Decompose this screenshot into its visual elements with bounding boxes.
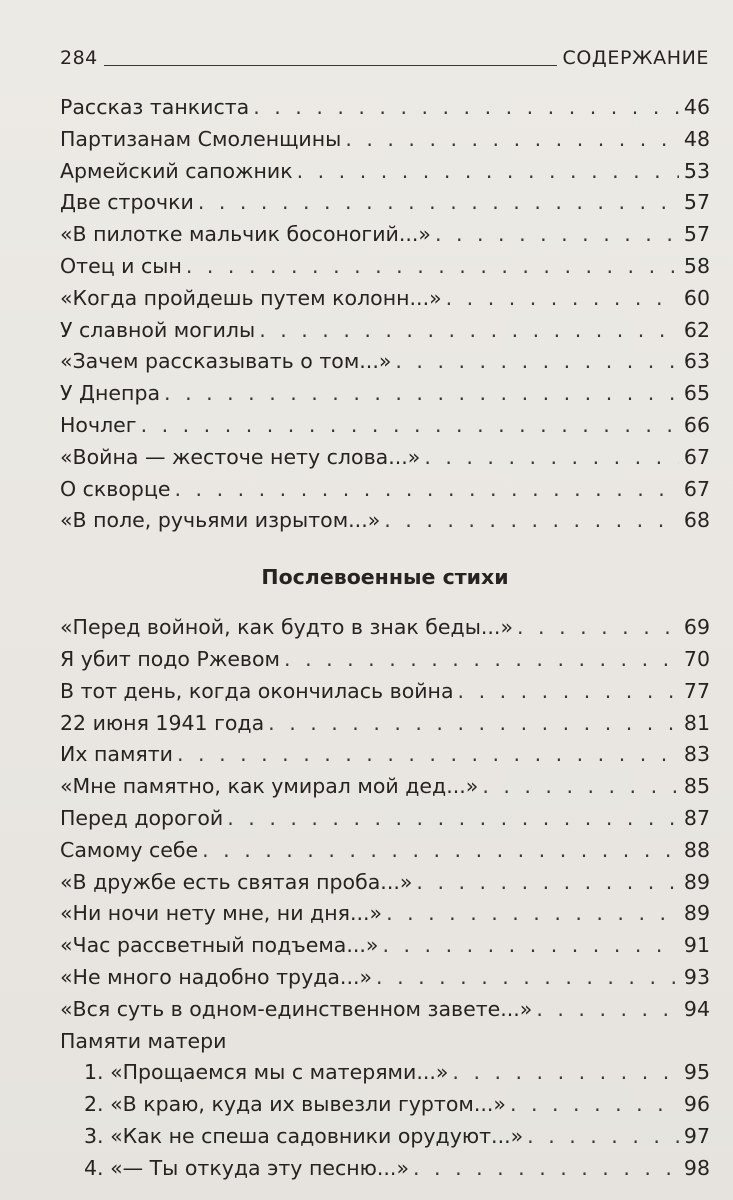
toc-entry [60,930,710,962]
toc-entry-page: 67 [683,476,710,501]
toc-entry [60,612,710,644]
dot-leader [382,930,678,962]
toc-entry-title: «В дружбе есть святая проба...» [60,869,413,894]
dot-leader [527,1121,679,1153]
dot-leader [413,1153,679,1185]
dot-leader [416,867,679,899]
dot-leader [253,92,679,124]
toc-entry-title: «Не много надобно труда...» [60,964,373,989]
dot-leader [345,124,679,156]
toc-entry-title: «В пилотке мальчик босоногий...» [60,222,431,247]
toc-entry [60,867,710,899]
toc-entry-page: 67 [683,444,710,469]
toc-entry-page: 88 [683,837,710,862]
toc-entry-title: У славной могилы [60,317,256,342]
toc-entry-title: 1. «Прощаемся мы с матерями...» [84,1060,449,1085]
header-rule [104,65,557,66]
toc-entry-title: Самому себе [60,837,199,862]
toc-entry-page: 46 [683,95,710,119]
toc-entry [60,187,710,219]
toc-entry-title: 22 июня 1941 года [60,710,265,735]
dot-leader [435,219,679,251]
toc-entry-page: 68 [683,508,710,533]
section-heading: Послевоенные стихи [261,564,509,589]
toc-entry-page: 57 [683,222,710,247]
toc-entry-page: 66 [683,412,710,437]
toc-entry-title: Две строчки [60,190,194,215]
toc-entry-title: У Днепра [60,381,161,406]
toc-entry [60,251,710,283]
toc-entry [60,505,710,537]
running-title: СОДЕРЖАНИЕ [562,47,709,69]
toc-entry-title: Рассказ танкиста [60,95,250,119]
toc-entry-page: 62 [683,317,710,342]
dot-leader [227,803,679,835]
toc-entry-page: 57 [683,190,710,215]
toc-entry-page: 97 [683,1123,710,1148]
dot-leader [424,442,679,474]
toc-entry-page: 89 [683,869,710,894]
dot-leader [395,346,679,378]
toc-entry-page: 91 [683,933,710,958]
dot-leader [458,676,679,708]
toc-entry [60,442,710,474]
toc-entry-title: «Ни ночи нету мне, ни дня...» [60,901,383,926]
dot-leader [536,994,679,1026]
toc-entry-page: 58 [683,253,710,278]
toc-entry [60,346,710,378]
toc-entry-page: 69 [683,615,710,640]
dot-leader [482,771,679,803]
toc-entry-title: «Когда пройдешь путем колонн...» [60,285,442,310]
toc-entry-title: Партизанам Смоленщины [60,126,342,151]
toc-entry-page: 65 [683,381,710,406]
toc-entry-page: 96 [683,1092,710,1117]
toc-entry-title: Их памяти [60,742,174,767]
toc-entry [60,474,710,506]
toc-entry-page: 93 [683,964,710,989]
toc-entry [60,739,710,771]
toc-entry-title: 3. «Как не спеша садовники орудуют...» [84,1123,524,1148]
toc-entry [60,92,710,124]
toc-entry [60,124,710,156]
toc-entry-page: 95 [683,1060,710,1085]
table-of-contents [60,92,710,1185]
toc-entry-page: 87 [683,805,710,830]
toc-entry-page: 48 [683,126,710,151]
page-number: 284 [60,47,98,69]
dot-leader [384,505,679,537]
toc-entry [60,676,710,708]
toc-entry-page: 83 [683,742,710,767]
dot-leader [510,1089,679,1121]
toc-subentry [60,1121,710,1153]
toc-entry-page: 89 [683,901,710,926]
toc-entry [60,644,710,676]
toc-entry-title: Отец и сын [60,253,182,278]
toc-entry [60,962,710,994]
toc-entry-page: 81 [683,710,710,735]
dot-leader [452,1057,678,1089]
toc-entry [60,315,710,347]
toc-entry-title: «Вся суть в одном-единственном завете...» [60,996,533,1021]
dot-leader [141,410,679,442]
dot-leader [177,739,679,771]
toc-entry-title: 2. «В краю, куда их вывезли гуртом...» [84,1092,506,1117]
toc-entry [60,803,710,835]
toc-entry-page: 98 [683,1155,710,1180]
dot-leader [284,644,679,676]
toc-entry-page: 85 [683,774,710,799]
toc-entry-page: 70 [683,646,710,671]
toc-entry [60,410,710,442]
toc-entry [60,994,710,1026]
toc-subentry [60,1153,710,1185]
toc-cycle-title: Памяти матери [60,1028,227,1053]
dot-leader [386,898,679,930]
toc-entry-title: Ночлег [60,412,137,437]
toc-entry-title: О скворце [60,476,171,501]
toc-entry-title: Перед дорогой [60,805,224,830]
toc-entry [60,771,710,803]
toc-entry-page: 94 [683,996,710,1021]
dot-leader [268,708,679,740]
dot-leader [186,251,679,283]
dot-leader [297,156,679,188]
dot-leader [376,962,679,994]
toc-entry-title: «Мне памятно, как умирал мой дед...» [60,774,479,799]
toc-entry-page: 63 [683,349,710,374]
dot-leader [198,187,679,219]
running-header [60,38,709,68]
dot-leader [175,474,679,506]
toc-entry [60,898,710,930]
toc-entry [60,378,710,410]
dot-leader [446,283,679,315]
toc-entry-title: «В поле, ручьями изрытом...» [60,508,381,533]
toc-entry-page: 77 [683,678,710,703]
toc-entry [60,835,710,867]
dot-leader [259,315,679,347]
toc-entry-title: В тот день, когда окончилась война [60,678,454,703]
dot-leader [202,835,679,867]
toc-entry-title: Я убит подо Ржевом [60,646,281,671]
toc-entry [60,283,710,315]
toc-entry-title: «Зачем рассказывать о том...» [60,349,392,374]
dot-leader [517,612,679,644]
toc-entry [60,219,710,251]
toc-entry-title: «Перед войной, как будто в знак беды...» [60,615,513,640]
toc-entry-title: «Война — жесточе нету слова...» [60,444,421,469]
toc-subentry [60,1057,710,1089]
toc-cycle-heading [60,1026,710,1058]
toc-entry-title: 4. «— Ты откуда эту песню...» [84,1155,409,1180]
toc-entry-page: 53 [683,158,710,183]
dot-leader [164,378,679,410]
toc-entry-title: «Час рассветный подъема...» [60,933,379,958]
toc-subentry [60,1089,710,1121]
toc-entry-page: 60 [683,285,710,310]
toc-entry [60,708,710,740]
toc-entry [60,156,710,188]
toc-entry-title: Армейский сапожник [60,158,293,183]
